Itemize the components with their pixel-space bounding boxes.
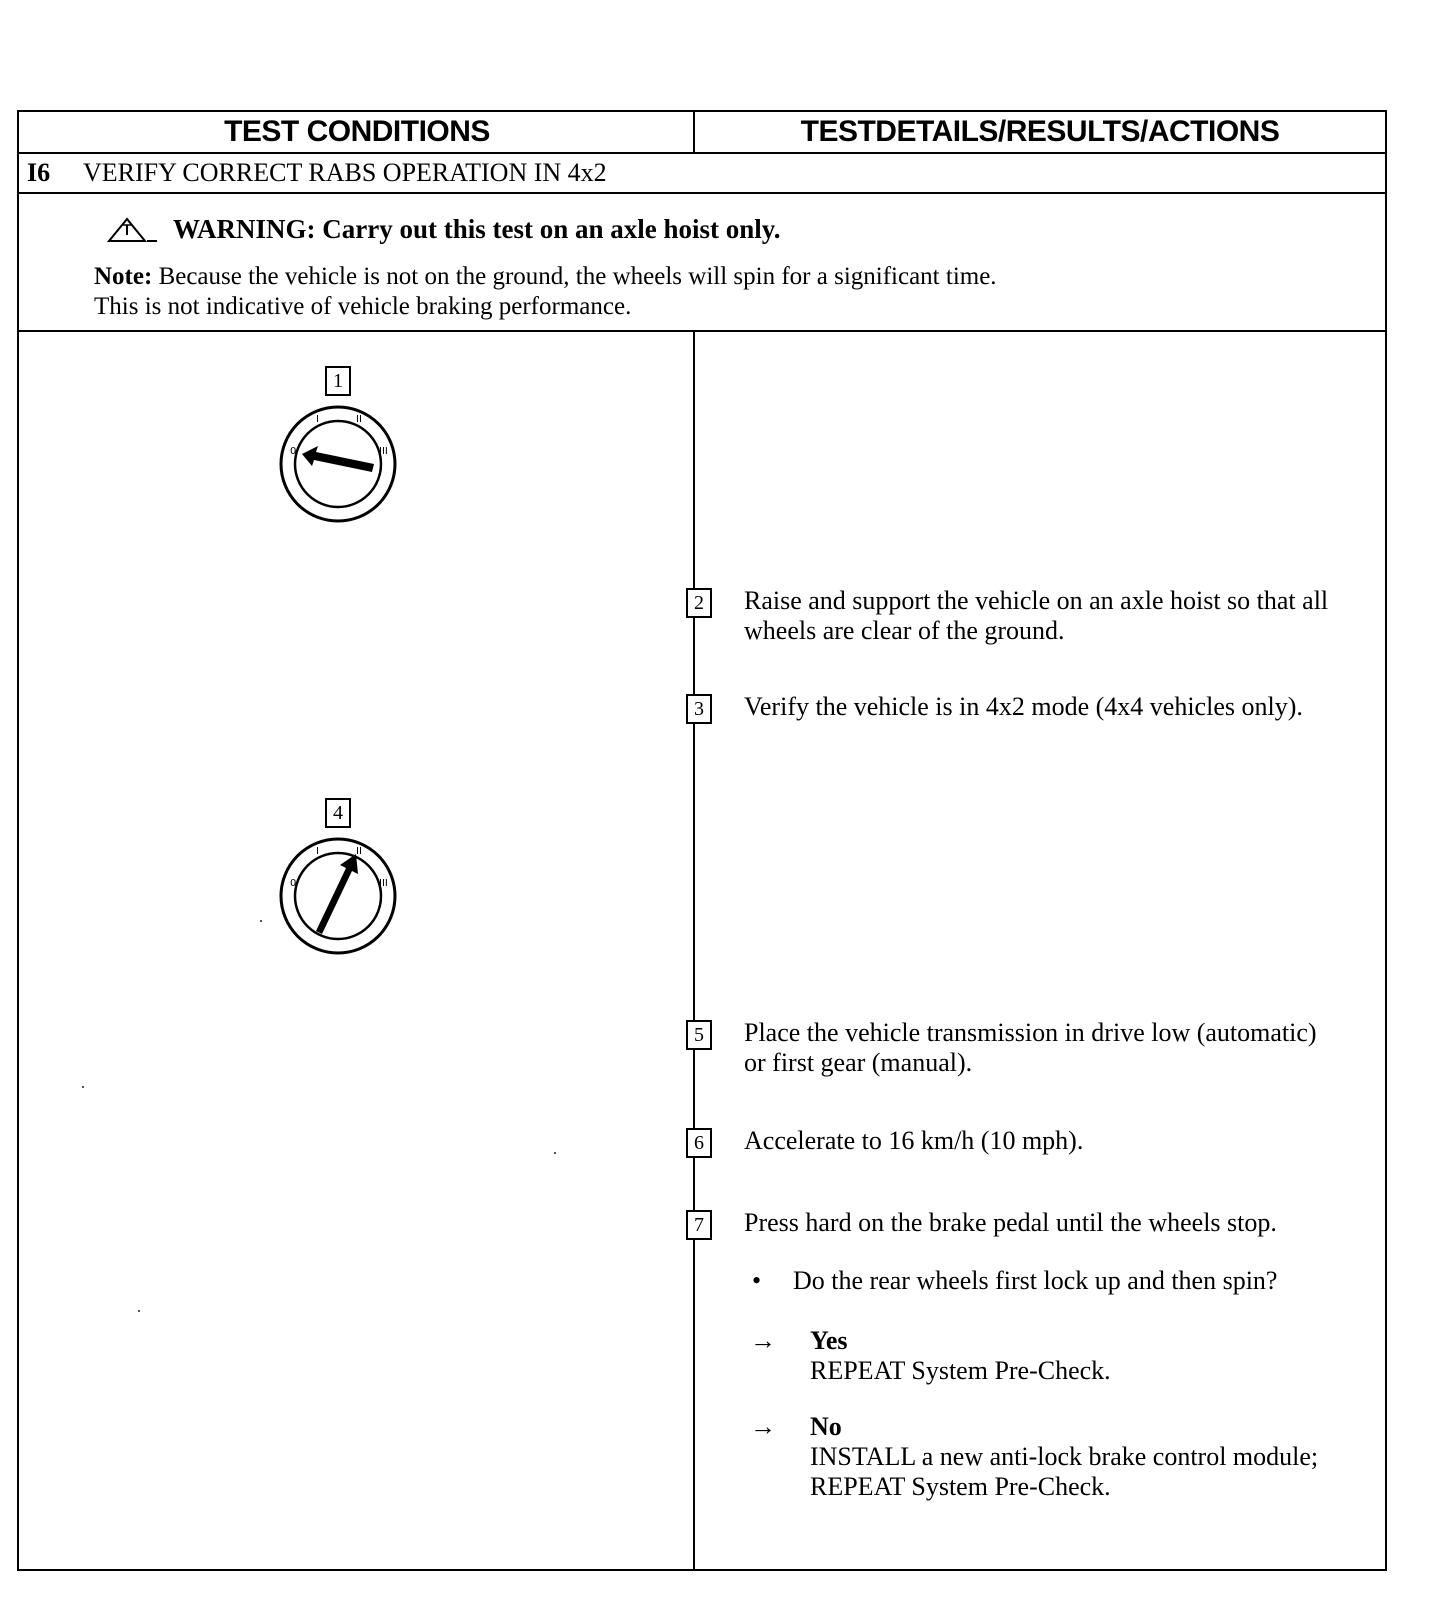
svg-text:0: 0: [290, 446, 297, 457]
bullet-dot: •: [752, 1266, 762, 1295]
svg-text:II: II: [356, 846, 362, 857]
warning-note-row: [19, 194, 1385, 332]
table-header-row: [19, 112, 1385, 154]
step-number-box: 7: [686, 1210, 712, 1240]
ignition-switch-run-icon: [276, 834, 400, 958]
header-test-conditions: TEST CONDITIONS: [224, 115, 490, 148]
step-number-box: 3: [686, 694, 712, 724]
step-text: Verify the vehicle is in 4x2 mode (4x4 vehicles only).: [744, 692, 1303, 721]
ignition-dial-step-1: [276, 366, 400, 526]
svg-text:III: III: [379, 878, 388, 889]
warning-triangle-icon: [107, 217, 159, 243]
note-line-2: This is not indicative of vehicle braking performance.: [94, 293, 632, 320]
section-title: VERIFY CORRECT RABS OPERATION IN 4x2: [83, 158, 607, 187]
arrow-right-icon: →: [750, 1326, 776, 1355]
section-title-row: [19, 154, 1385, 194]
result-action: INSTALL a new anti-lock brake control module; REPEAT System Pre-Check.: [810, 1442, 1319, 1501]
svg-text:0: 0: [290, 878, 297, 889]
step-text: Accelerate to 16 km/h (10 mph).: [744, 1126, 1084, 1155]
note-block: [94, 262, 1294, 322]
step-text: Raise and support the vehicle on an axle hoist so that all wheels are clear of the ground.: [744, 586, 1329, 645]
step-number-box: 4: [325, 798, 351, 828]
step-number-box: 2: [686, 588, 712, 618]
ignition-dial-step-4: [276, 798, 400, 958]
section-number: I6: [27, 158, 51, 187]
svg-text:I: I: [316, 414, 319, 425]
svg-text:III: III: [379, 446, 388, 457]
header-test-details: TESTDETAILS/RESULTS/ACTIONS: [800, 115, 1280, 148]
step-text: Press hard on the brake pedal until the wheels stop.: [744, 1208, 1277, 1237]
step-text: Place the vehicle transmission in drive low (automatic) or first gear (manual).: [744, 1018, 1317, 1077]
result-answer: Yes: [810, 1326, 848, 1355]
result-action: REPEAT System Pre-Check.: [810, 1356, 1111, 1385]
arrow-right-icon: →: [750, 1412, 776, 1441]
note-line-1: Because the vehicle is not on the ground, the wheels will spin for a significant time.: [158, 263, 997, 290]
step-number-box: 6: [686, 1128, 712, 1158]
warning-message: [107, 214, 781, 245]
warning-text: WARNING: Carry out this test on an axle hoist only.: [173, 214, 781, 244]
ignition-switch-off-icon: [276, 402, 400, 526]
step-number-box: 5: [686, 1020, 712, 1050]
question-text: Do the rear wheels first lock up and then spin?: [793, 1266, 1278, 1295]
svg-text:II: II: [356, 414, 362, 425]
result-answer: No: [810, 1412, 842, 1441]
svg-text:I: I: [316, 846, 319, 857]
step-number-box: 1: [325, 366, 351, 396]
note-label: Note:: [94, 263, 153, 290]
